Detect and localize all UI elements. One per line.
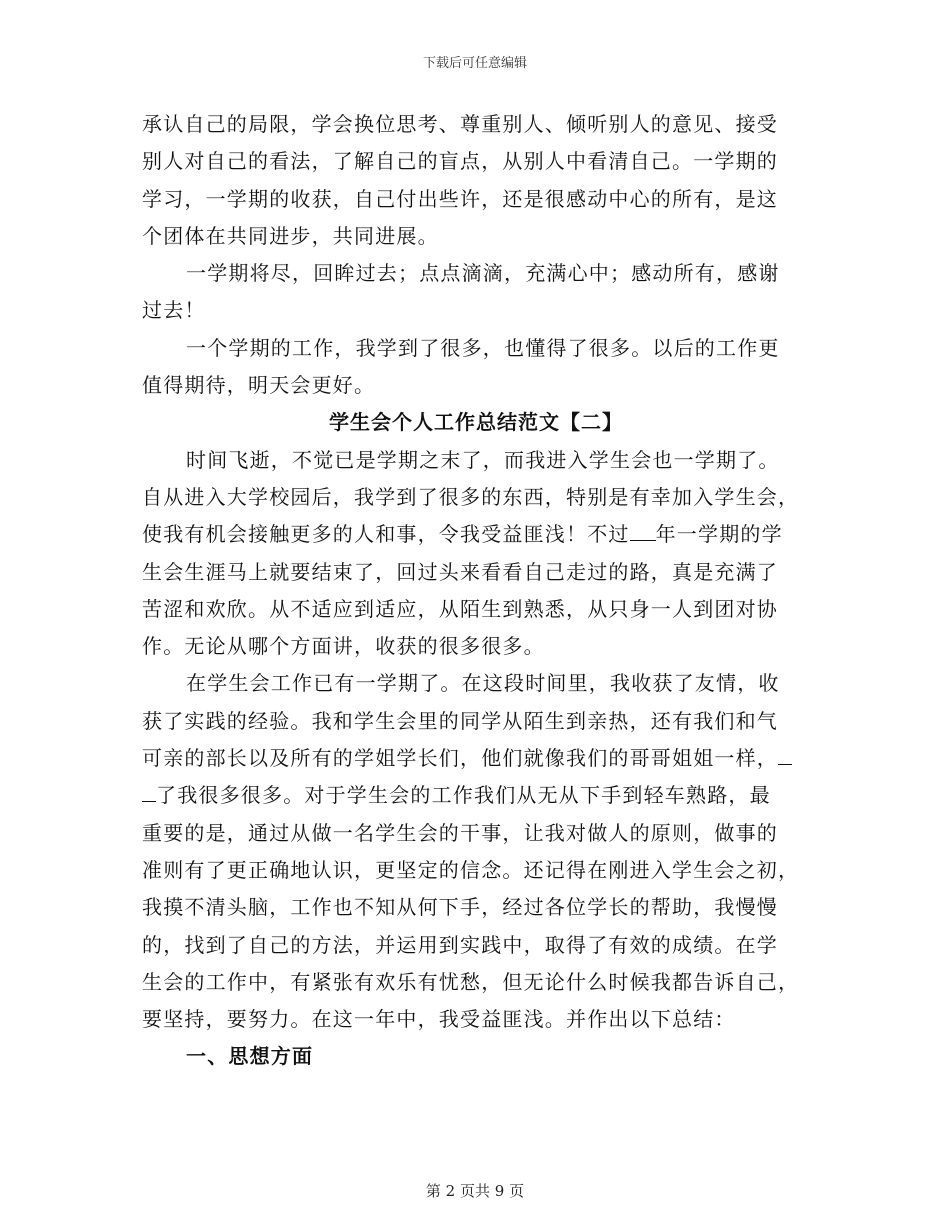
paragraph-line: 过去！ <box>142 298 206 323</box>
page-footer: 第 2 页共 9 页 <box>425 1182 525 1200</box>
paragraph-line: 在学生会工作已有一学期了。在这段时间里，我收获了友情，收 <box>186 671 780 696</box>
paragraph-line <box>142 516 810 553</box>
paragraph-line: 重要的是，通过从做一名学生会的干事，让我对做人的原则，做事的 <box>142 820 778 845</box>
paragraph-line: 获了实践的经验。我和学生会里的同学从陌生到亲热，还有我们和气 <box>142 708 778 733</box>
paragraph-text: 可亲的部长以及所有的学姐学长们，他们就像我们的哥哥姐姐一样， <box>142 746 778 771</box>
paragraph-line: 承认自己的局限，学会换位思考、尊重别人、倾听别人的意见、接受 <box>142 112 778 136</box>
paragraph-line: 生会生涯马上就要结束了，回过头来看看自己走过的路，真是充满了 <box>142 559 778 584</box>
fill-in-blank <box>142 783 156 802</box>
paragraph-line: 准则有了更正确地认识，更坚定的信念。还记得在刚进入学生会之初， <box>142 857 800 882</box>
subsection-heading: 一、思想方面 <box>186 1044 314 1069</box>
paragraph-line: 生会的工作中，有紧张有欢乐有忧愁，但无论什么时候我都告诉自己， <box>142 969 800 994</box>
paragraph-line: 自从进入大学校园后，我学到了很多的东西，特别是有幸加入学生会， <box>142 484 800 509</box>
paragraph-line: 一个学期的工作，我学到了很多，也懂得了很多。以后的工作更 <box>186 335 780 360</box>
paragraph-text: 使我有机会接触更多的人和事，令我受益匪浅！不过 <box>142 522 630 547</box>
paragraph-line: 个团体在共同进步，共同进展。 <box>142 223 439 248</box>
paragraph-line: 我摸不清头脑，工作也不知从何下手，经过各位学长的帮助，我慢慢 <box>142 895 778 920</box>
document-body <box>142 106 810 1076</box>
section-title: 学生会个人工作总结范文【二】 <box>329 410 623 435</box>
paragraph-line <box>142 740 810 777</box>
page-header: 下载后可任意编辑 <box>422 56 527 71</box>
paragraph-line: 苦涩和欢欣。从不适应到适应，从陌生到熟悉，从只身一人到团对协 <box>142 596 778 621</box>
paragraph-line: 别人对自己的看法，了解自己的盲点，从别人中看清自己。一学期的 <box>142 149 778 174</box>
paragraph-line: 作。无论从哪个方面讲，收获的很多很多。 <box>142 634 545 659</box>
paragraph-line: 值得期待，明天会更好。 <box>142 373 376 398</box>
paragraph-line <box>142 777 810 814</box>
fill-in-blank <box>630 522 656 541</box>
paragraph-text: 年一学期的学 <box>655 522 783 547</box>
paragraph-line: 时间飞逝，不觉已是学期之末了，而我进入学生会也一学期了。 <box>186 447 780 472</box>
paragraph-line: 一学期将尽，回眸过去；点点滴滴，充满心中；感动所有，感谢 <box>186 261 780 286</box>
paragraph-line: 学习，一学期的收获，自己付出些许，还是很感动中心的所有，是这 <box>142 186 778 211</box>
paragraph-line: 要坚持，要努力。在这一年中，我受益匪浅。并作出以下总结： <box>142 1007 736 1032</box>
fill-in-blank <box>778 746 792 765</box>
paragraph-line: 的，找到了自己的方法，并运用到实践中，取得了有效的成绩。在学 <box>142 932 778 957</box>
paragraph-text: 了我很多很多。对于学生会的工作我们从无从下手到轻车熟路，最 <box>156 783 771 808</box>
